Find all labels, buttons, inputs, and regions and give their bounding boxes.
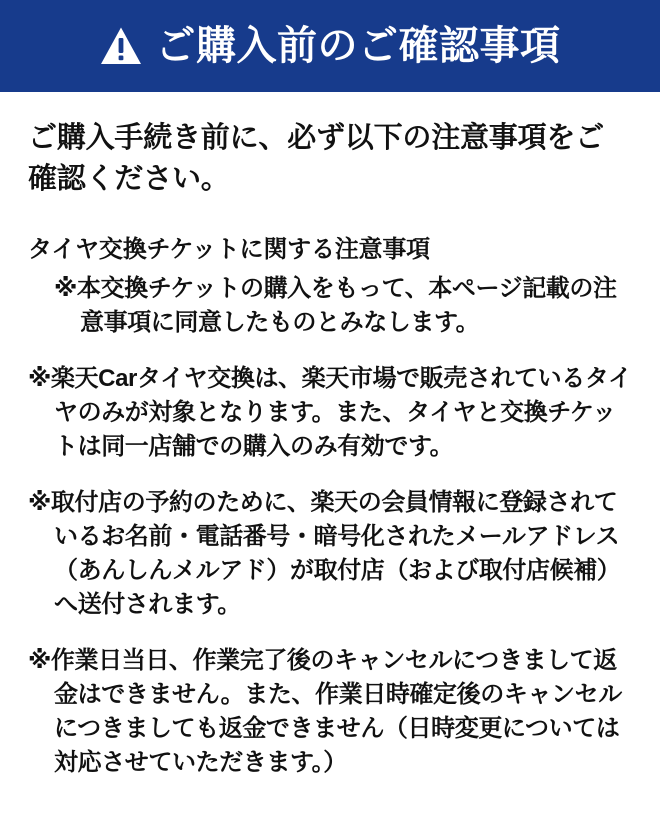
section-heading-ticket-notes: タイヤ交換チケットに関する注意事項	[28, 236, 430, 264]
note-text: ※本交換チケットの購入をもって、本ページ記載の注意事項に同意したものとみなします。	[54, 274, 617, 336]
notice-content	[0, 92, 660, 781]
note-text: ※作業日当日、作業完了後のキャンセルにつきまして返金はできません。また、作業日時確定後のキャンセルにつきましても返金できません（日時変更については対応させていただきます。）	[28, 647, 622, 777]
lead-paragraph: ご購入手続き前に、必ず以下の注意事項をご確認ください。	[28, 122, 605, 196]
note-item	[28, 362, 632, 464]
note-item	[28, 272, 632, 340]
warning-triangle-icon	[100, 26, 142, 66]
note-item	[28, 644, 632, 780]
note-item	[28, 486, 632, 622]
note-text: ※楽天Carタイヤ交換は、楽天市場で販売されているタイヤのみが対象となります。また、タイヤと交換チケットは同一店舗での購入のみ有効です。	[28, 364, 632, 460]
note-text: ※取付店の予約のために、楽天の会員情報に登録されているお名前・電話番号・暗号化されたメールアドレス（あんしんメルアド）が取付店（および取付店候補）へ送付されます。	[28, 488, 621, 619]
page-header-banner	[0, 0, 660, 92]
page-title: ご購入前のご確認事項	[155, 24, 561, 68]
